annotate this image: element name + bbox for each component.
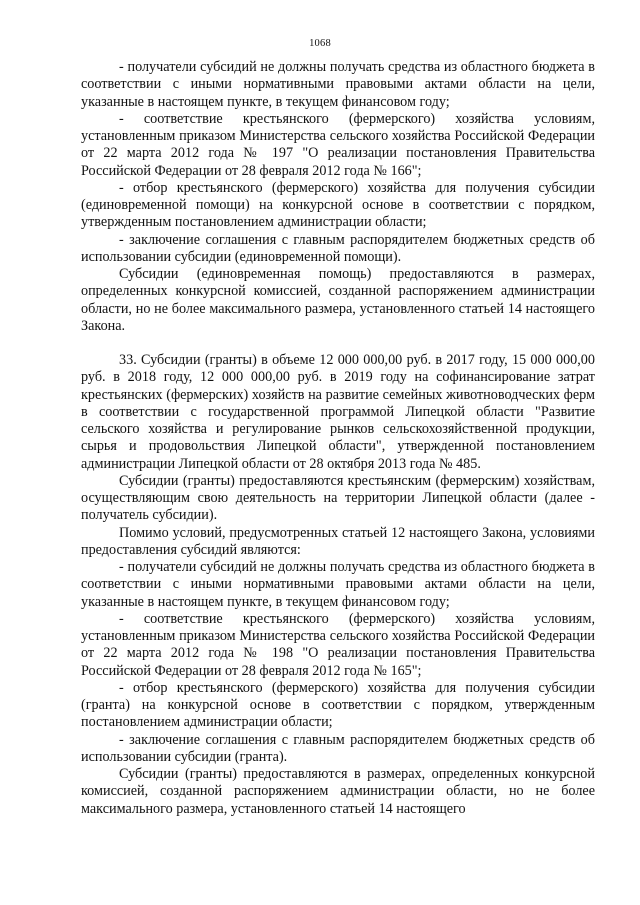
paragraph-grant-agreement-condition: - заключение соглашения с главным распорядителем бюджетных средств об использовании субсидии (гранта). (81, 731, 595, 765)
paragraph-grant-conditions-intro: Помимо условий, предусмотренных статьей 12 настоящего Закона, условиями предоставления субсидий являются: (81, 524, 595, 558)
paragraph-grant-selection-condition: - отбор крестьянского (фермерского) хозяйства для получения субсидии (гранта) на конкурсной основе в соответствии с порядком, утвержденным постановлением администрации области; (81, 679, 595, 731)
paragraph-grant-amount: Субсидии (гранты) предоставляются в размерах, определенных конкурсной комиссией, созданной распоряжением администрации области, но не более максимального размера, установленного статьей 14 настоящего (81, 766, 595, 817)
page-number: 1068 (309, 38, 331, 49)
paragraph-recipient-condition: - получатели субсидий не должны получать средства из областного бюджета в соответствии с иными нормативными правовыми актами области на цели, указанные в настоящем пункте, в текущем финансовом году; (81, 59, 595, 110)
paragraph-selection-condition: - отбор крестьянского (фермерского) хозяйства для получения субсидии (единовременной помощи) на конкурсной основе в соответствии с порядком, утвержденным постановлением администрации области; (81, 179, 595, 231)
paragraph-item-33: 33. Субсидии (гранты) в объеме 12 000 000,00 руб. в 2017 году, 15 000 000,00 руб. в 2018 году, 12 000 000,00 руб. в 2019 году на софинансирование затрат крестьянских (фермерских) хозяйств на развитие семейных животноводческих ферм в соответствии с государственной программой Липецкой области "Развитие сельского хозяйства и регулирование рынков сельскохозяйственной продукции, сырья и продовольствия Липецкой области", утвержденной постановлением администрации Липецкой области от 28 октября 2013 года № 485. (81, 352, 595, 472)
paragraph-subsidy-amount: Субсидии (единовременная помощь) предоставляются в размерах, определенных конкурсной комиссией, созданной распоряжением администрации области, но не более максимального размера, установленного статьей 14 настоящего Закона. (81, 266, 595, 334)
paragraph-grant-recipient-condition: - получатели субсидий не должны получать средства из областного бюджета в соответствии с иными нормативными правовыми актами области на цели, указанные в настоящем пункте, в текущем финансовом году; (81, 559, 595, 610)
document-body (81, 59, 595, 818)
paragraph-grant-compliance-condition: - соответствие крестьянского (фермерского) хозяйства условиям, установленным приказом Министерства сельского хозяйства Российской Федерации от 22 марта 2012 года № 198 "О реализации постановления Правительства Российской Федерации от 28 февраля 2012 года № 165"; (81, 610, 595, 679)
paragraph-grant-recipients: Субсидии (гранты) предоставляются крестьянским (фермерским) хозяйствам, осуществляющим свою деятельность на территории Липецкой области (далее - получатель субсидии). (81, 472, 595, 524)
paragraph-agreement-condition: - заключение соглашения с главным распорядителем бюджетных средств об использовании субсидии (единовременной помощи). (81, 231, 595, 265)
paragraph-compliance-condition: - соответствие крестьянского (фермерского) хозяйства условиям, установленным приказом Министерства сельского хозяйства Российской Федерации от 22 марта 2012 года № 197 "О реализации постановления Правительства Российской Федерации от 28 февраля 2012 года № 166"; (81, 110, 595, 179)
